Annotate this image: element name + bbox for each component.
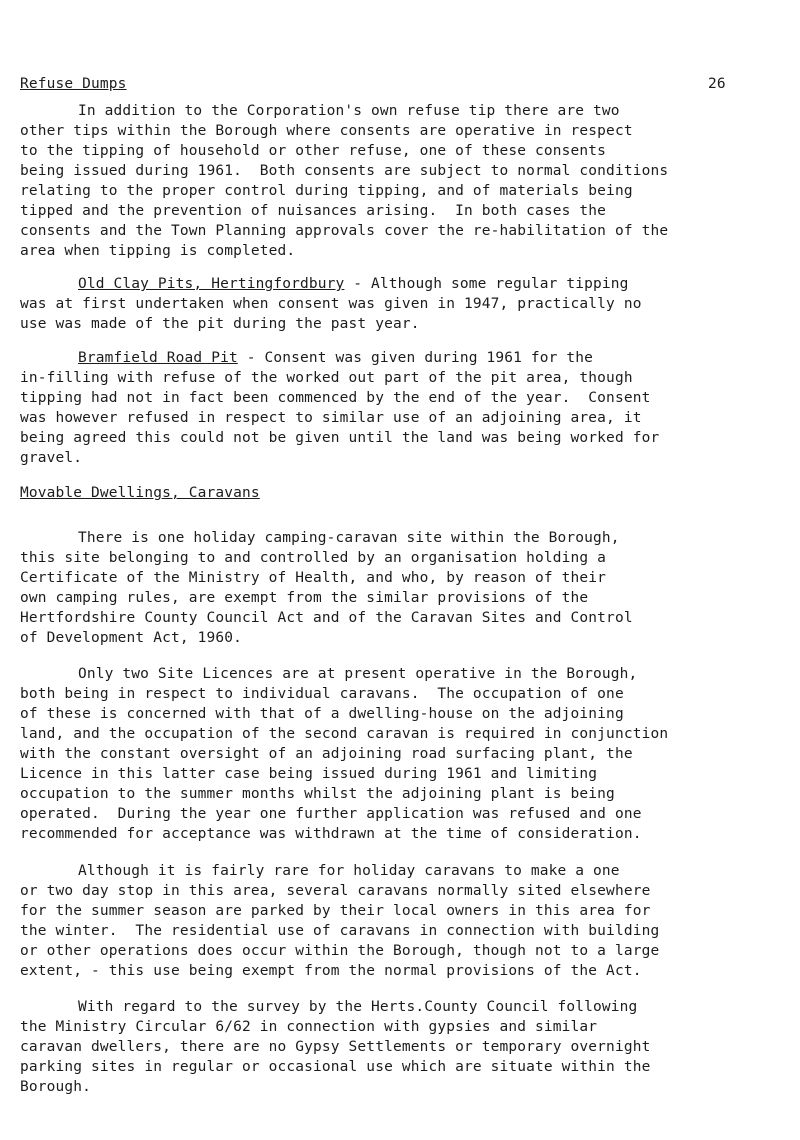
paragraph-line: this site belonging to and controlled by an organisation holding a: [20, 550, 607, 566]
paragraph-line: Certificate of the Ministry of Health, and who, by reason of their: [20, 570, 607, 586]
paragraph-line: to the tipping of household or other refuse, one of these consents: [20, 143, 607, 159]
paragraph-line: gravel.: [20, 450, 83, 466]
paragraph-line: Borough.: [20, 1079, 92, 1095]
paragraph-line: operated. During the year one further application was refused and one: [20, 806, 642, 822]
paragraph-line: tipped and the prevention of nuisances arising. In both cases the: [20, 203, 607, 219]
paragraph-line: consents and the Town Planning approvals cover the re-habilitation of the: [20, 223, 669, 239]
paragraph-line: the winter. The residential use of caravans in connection with building: [20, 923, 660, 939]
subheading-continuation: - Although some regular tipping: [344, 276, 629, 292]
paragraph-line: Only two Site Licences are at present operative in the Borough,: [78, 666, 638, 682]
paragraph-line: own camping rules, are exempt from the similar provisions of the: [20, 590, 589, 606]
paragraph-line: in-filling with refuse of the worked out part of the pit area, though: [20, 370, 633, 386]
paragraph-line: the Ministry Circular 6/62 in connection with gypsies and similar: [20, 1019, 598, 1035]
paragraph-line: being agreed this could not be given until the land was being worked for: [20, 430, 660, 446]
paragraph-line: With regard to the survey by the Herts.County Council following: [78, 999, 638, 1015]
paragraph-line: of Development Act, 1960.: [20, 630, 242, 646]
paragraph-line: other tips within the Borough where consents are operative in respect: [20, 123, 633, 139]
paragraph-line: Licence in this latter case being issued during 1961 and limiting: [20, 766, 598, 782]
paragraph-line: area when tipping is completed.: [20, 243, 296, 259]
subheading-bramfield-road-pit: Bramfield Road Pit: [78, 350, 238, 366]
paragraph-line: use was made of the pit during the past year.: [20, 316, 420, 332]
section-heading-caravans: Movable Dwellings, Caravans: [20, 485, 260, 501]
paragraph-line: both being in respect to individual caravans. The occupation of one: [20, 686, 624, 702]
paragraph-line: Although it is fairly rare for holiday caravans to make a one: [78, 863, 620, 879]
paragraph-line: [78, 274, 629, 294]
paragraph-line: or two day stop in this area, several caravans normally sited elsewhere: [20, 883, 651, 899]
section-header: Refuse Dumps: [20, 76, 127, 92]
paragraph-line: caravan dwellers, there are no Gypsy Settlements or temporary overnight: [20, 1039, 651, 1055]
subheading-old-clay-pits: Old Clay Pits, Hertingfordbury: [78, 276, 345, 292]
paragraph-line: occupation to the summer months whilst the adjoining plant is being: [20, 786, 615, 802]
paragraph-line: with the constant oversight of an adjoining road surfacing plant, the: [20, 746, 633, 762]
paragraph-line: was however refused in respect to similar use of an adjoining area, it: [20, 410, 642, 426]
paragraph-line: being issued during 1961. Both consents are subject to normal conditions: [20, 163, 669, 179]
paragraph-line: In addition to the Corporation's own refuse tip there are two: [78, 103, 620, 119]
subheading-continuation: - Consent was given during 1961 for the: [237, 350, 594, 366]
paragraph-line: recommended for acceptance was withdrawn at the time of consideration.: [20, 826, 642, 842]
paragraph-line: or other operations does occur within the Borough, though not to a large: [20, 943, 660, 959]
paragraph-line: land, and the occupation of the second caravan is required in conjunction: [20, 726, 669, 742]
paragraph-line: of these is concerned with that of a dwelling-house on the adjoining: [20, 706, 624, 722]
paragraph-line: extent, - this use being exempt from the normal provisions of the Act.: [20, 963, 642, 979]
paragraph-line: was at first undertaken when consent was given in 1947, practically no: [20, 296, 642, 312]
paragraph-line: There is one holiday camping-caravan site within the Borough,: [78, 530, 620, 546]
paragraph-line: for the summer season are parked by their local owners in this area for: [20, 903, 651, 919]
paragraph-line: tipping had not in fact been commenced by the end of the year. Consent: [20, 390, 651, 406]
paragraph-line: [78, 348, 593, 368]
paragraph-line: relating to the proper control during tipping, and of materials being: [20, 183, 633, 199]
page-number: 26: [708, 76, 726, 92]
paragraph-line: Hertfordshire County Council Act and of the Caravan Sites and Control: [20, 610, 633, 626]
paragraph-line: parking sites in regular or occasional use which are situate within the: [20, 1059, 651, 1075]
